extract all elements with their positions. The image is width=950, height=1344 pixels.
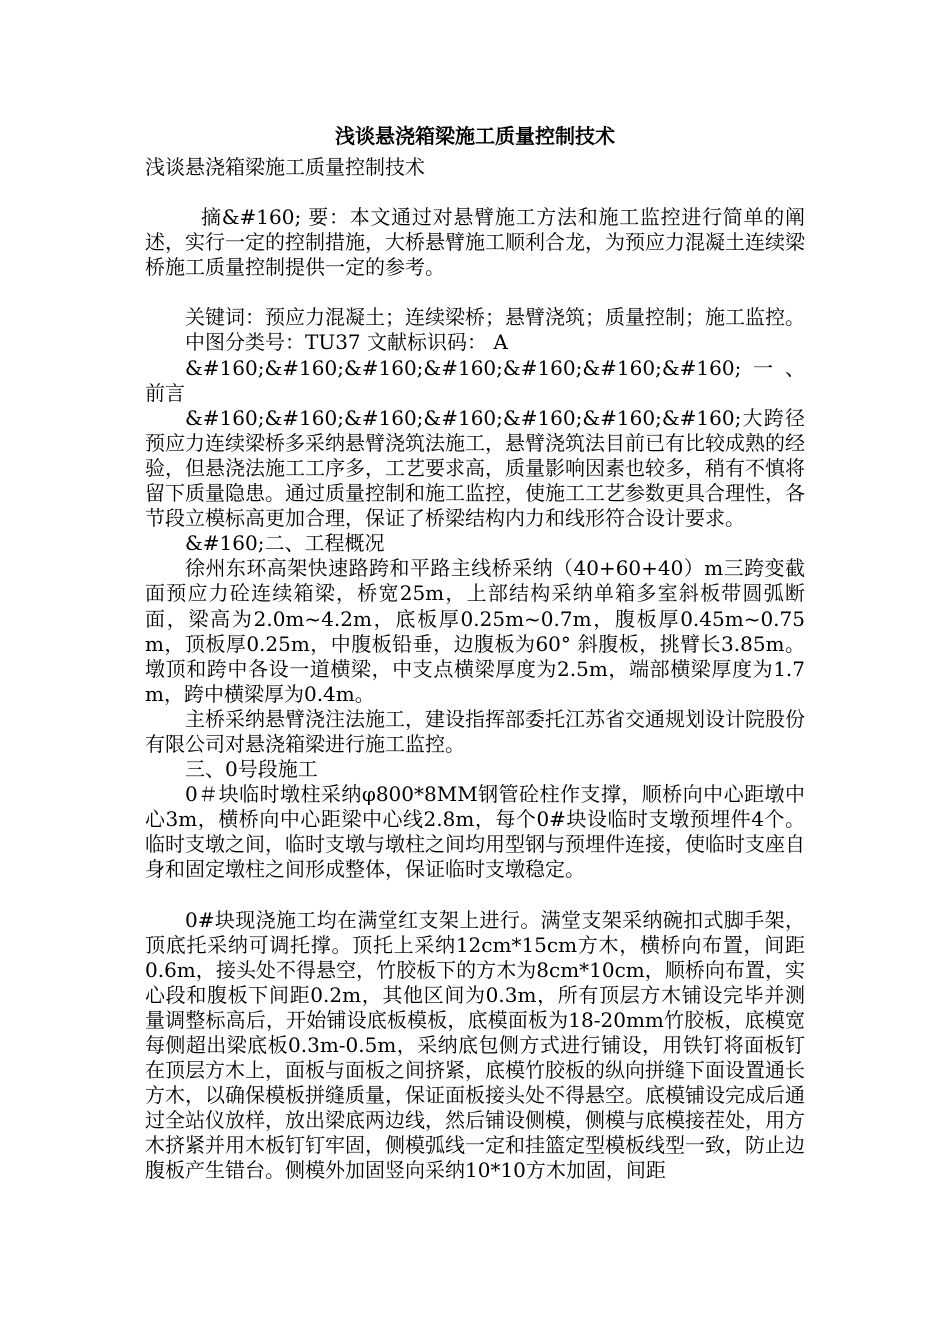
spacer	[145, 280, 805, 305]
abstract-paragraph: 摘&#160; 要：本文通过对悬臂施工方法和施工监控进行简单的阐述，实行一定的控制措施，大桥悬臂施工顺利合龙，为预应力混凝土连续梁桥施工质量控制提供一定的参考。	[145, 205, 805, 280]
document-page	[145, 118, 805, 1184]
section-heading-overview: &#160;二、工程概况	[185, 531, 385, 556]
overview-paragraph-1: 徐州东环高架快速路跨和平路主线桥采纳（40+60+40）m三跨变截面预应力砼连续箱梁，桥宽25m，上部结构采纳单箱多室斜板带圆弧断面，梁高为2.0m~4.2m，底板厚0.25m~0.7m，腹板厚0.45m~0.75m，顶板厚0.25m，中腹板铅垂，边腹板为60° 斜腹板，挑臂长3.85m。墩顶和跨中各设一道横梁，中支点横梁厚度为2.5m，端部横梁厚度为1.7m，跨中横梁厚为0.4m。	[145, 556, 805, 706]
segment0-paragraph-2: 0#块现浇施工均在满堂红支架上进行。满堂支架采纳碗扣式脚手架，顶底托采纳可调托撑。顶托上采纳12cm*15cm方木，横桥向布置，间距0.6m，接头处不得悬空，竹胶板下的方木为8cm*10cm，顺桥向布置，实心段和腹板下间距0.2m，其他区间为0.3m，所有顶层方木铺设完毕并测量调整标高后，开始铺设底板模板，底模面板为18-20mm竹胶板，底模宽每侧超出梁底板0.3m-0.5m，采纳底包侧方式进行铺设，用铁钉将面板钉在顶层方木上，面板与面板之间挤紧，底模竹胶板的纵向拼缝下面设置通长方木，以确保模板拼缝质量，保证面板接头处不得悬空。底模铺设完成后通过全站仪放样，放出梁底两边线，然后铺设侧模，侧模与底模接茬处，用方木挤紧并用木板钉钉牢固，侧模弧线一定和挂篮定型模板线型一致，防止边腹板产生错台。侧模外加固竖向采纳10*10方木加固，间距	[145, 907, 805, 1183]
spacer	[145, 180, 805, 205]
intro-paragraph: &#160;&#160;&#160;&#160;&#160;&#160;&#160;大跨径预应力连续梁桥多采纳悬臂浇筑法施工，悬臂浇筑法目前已有比较成熟的经验，但悬浇法施工工序多，工艺要求高，质量影响因素也较多，稍有不慎将留下质量隐患。通过质量控制和施工监控，使施工工艺参数更具合理性，各节段立模标高更加合理，保证了桥梁结构内力和线形符合设计要求。	[145, 405, 805, 531]
spacer	[145, 883, 805, 908]
segment0-paragraph-1: 0＃块临时墩柱采纳φ800*8MM钢管砼柱作支撑，顺桥向中心距墩中心3m，横桥向中心距梁中心线2.8m，每个0#块设临时支墩预埋件4个。临时支墩之间，临时支墩与墩柱之间均用型钢与预埋件连接，使临时支座自身和固定墩柱之间形成整体，保证临时支墩稳定。	[145, 782, 805, 882]
classification-line: 中图分类号：TU37 文献标识码： A	[185, 330, 508, 355]
document-title: 浅谈悬浇箱梁施工质量控制技术	[335, 124, 615, 148]
section-heading-segment0: 三、0号段施工	[185, 757, 318, 782]
section-heading-intro: &#160;&#160;&#160;&#160;&#160;&#160;&#160;一、 前言	[145, 355, 805, 405]
keywords-paragraph: 关键词：预应力混凝土；连续梁桥；悬臂浇筑；质量控制；施工监控。	[185, 305, 805, 330]
document-subtitle: 浅谈悬浇箱梁施工质量控制技术	[145, 155, 425, 179]
overview-paragraph-2: 主桥采纳悬臂浇注法施工，建设指挥部委托江苏省交通规划设计院股份有限公司对悬浇箱梁进行施工监控。	[145, 706, 805, 756]
